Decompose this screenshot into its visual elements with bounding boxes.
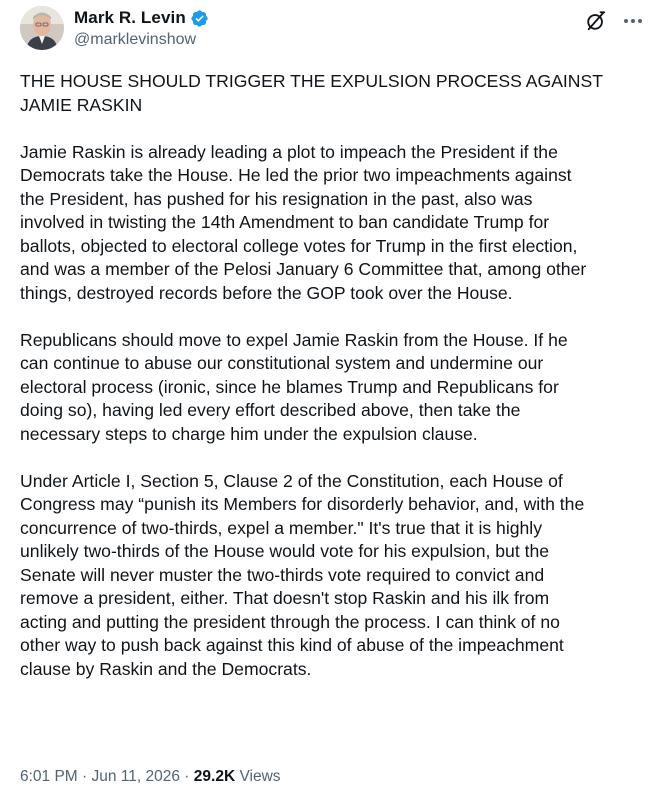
- tweet-paragraph: Under Article I, Section 5, Clause 2 of the Constitution, each House of Congress may “punish its Members for disorderly behavior, and, with the concurrence of two-thirds, expel a member." It's true that it is highly unlikely two-thirds of the House would vote for his expulsion, but the Senate will never muster the two-thirds vote required to convict and remove a president, either. That doesn't stop Raskin and his ilk from acting and putting the president through the process. I can think of no other way to push back against this kind of abuse of the impeachment clause by Raskin and the Democrats.: [20, 470, 585, 679]
- author-handle[interactable]: @marklevinshow: [74, 31, 197, 48]
- display-name-row: [74, 7, 209, 29]
- avatar-image: [20, 6, 64, 50]
- more-options-icon[interactable]: [621, 10, 645, 32]
- tweet-time[interactable]: 6:01 PM: [20, 768, 78, 785]
- tweet-paragraph: Jamie Raskin is already leading a plot to impeach the President if the Democrats take the House. He led the prior two impeachments against the President, has pushed for his resignation in the past, also was involved in twisting the 14th Amendment to ban candidate Trump for ballots, objected to electoral college votes for Trump in the first election, and was a member of the Pelosi January 6 Committee that, among other things, destroyed records before the GOP took over the House.: [20, 141, 587, 303]
- tweet-meta: [20, 768, 281, 786]
- views-count[interactable]: 29.2K: [193, 768, 236, 785]
- avatar[interactable]: [20, 6, 64, 50]
- tweet-text: [20, 70, 649, 705]
- grok-icon[interactable]: [585, 10, 607, 32]
- meta-separator: ·: [180, 768, 194, 785]
- tweet-header: [20, 4, 645, 56]
- author-names: [74, 7, 209, 49]
- verified-badge-icon[interactable]: [190, 9, 209, 28]
- tweet-headline: THE HOUSE SHOULD TRIGGER THE EXPULSION PROCESS AGAINST JAMIE RASKIN: [20, 71, 603, 115]
- display-name[interactable]: Mark R. Levin: [74, 8, 186, 27]
- meta-separator: ·: [77, 768, 92, 785]
- tweet-paragraph: Republicans should move to expel Jamie Raskin from the House. If he can continue to abuse our constitutional system and undermine our electoral process (ironic, since he blames Trump and Republicans for doing so), having led every effort described above, then take the necessary steps to charge him under the expulsion clause.: [20, 329, 568, 444]
- views-label: Views: [235, 768, 281, 785]
- tweet-date[interactable]: Jun 11, 2026: [91, 768, 180, 785]
